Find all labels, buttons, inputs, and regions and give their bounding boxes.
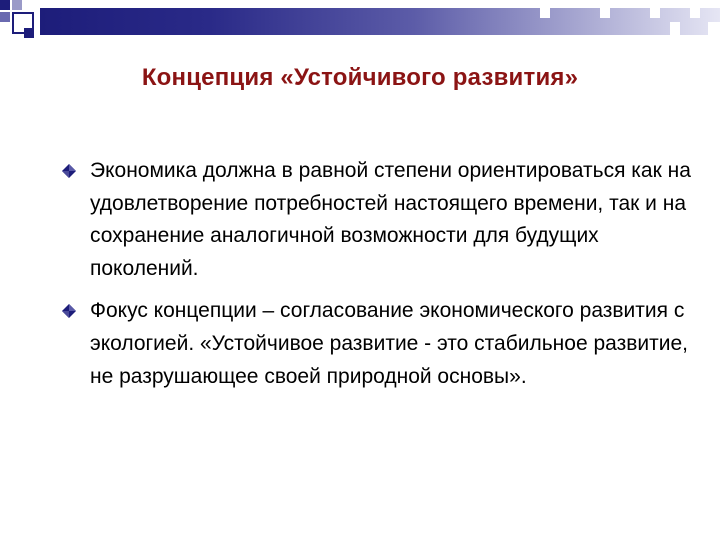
header-band-notch (600, 8, 610, 18)
diamond-bullet-icon (62, 164, 76, 178)
bullet-text: Экономика должна в равной степени ориентироваться как на удовлетворение потребностей настоящего времени, так и на сохранение аналогичной возможности для будущих поколений. (90, 159, 691, 280)
bullet-text: Фокус концепции – согласование экономического развития с экологией. «Устойчивое развитие - это стабильное развитие, не разрушающее своей природной основы». (90, 299, 688, 388)
header-band-notch (540, 8, 550, 18)
header-band (40, 8, 720, 35)
bullet-list (62, 155, 692, 403)
header-square-mid (0, 12, 10, 22)
header-square-light (12, 0, 22, 10)
header-band-notch (708, 22, 720, 35)
header-band-notch (670, 22, 680, 35)
bullet-item (62, 155, 692, 285)
header-band-notch (690, 8, 700, 18)
slide-title: Концепция «Устойчивого развития» (141, 64, 579, 91)
header-band-notch (650, 8, 660, 18)
header-square-dark (0, 0, 10, 10)
bullet-item (62, 295, 692, 393)
header-square-small (24, 28, 34, 38)
diamond-bullet-icon (62, 304, 76, 318)
